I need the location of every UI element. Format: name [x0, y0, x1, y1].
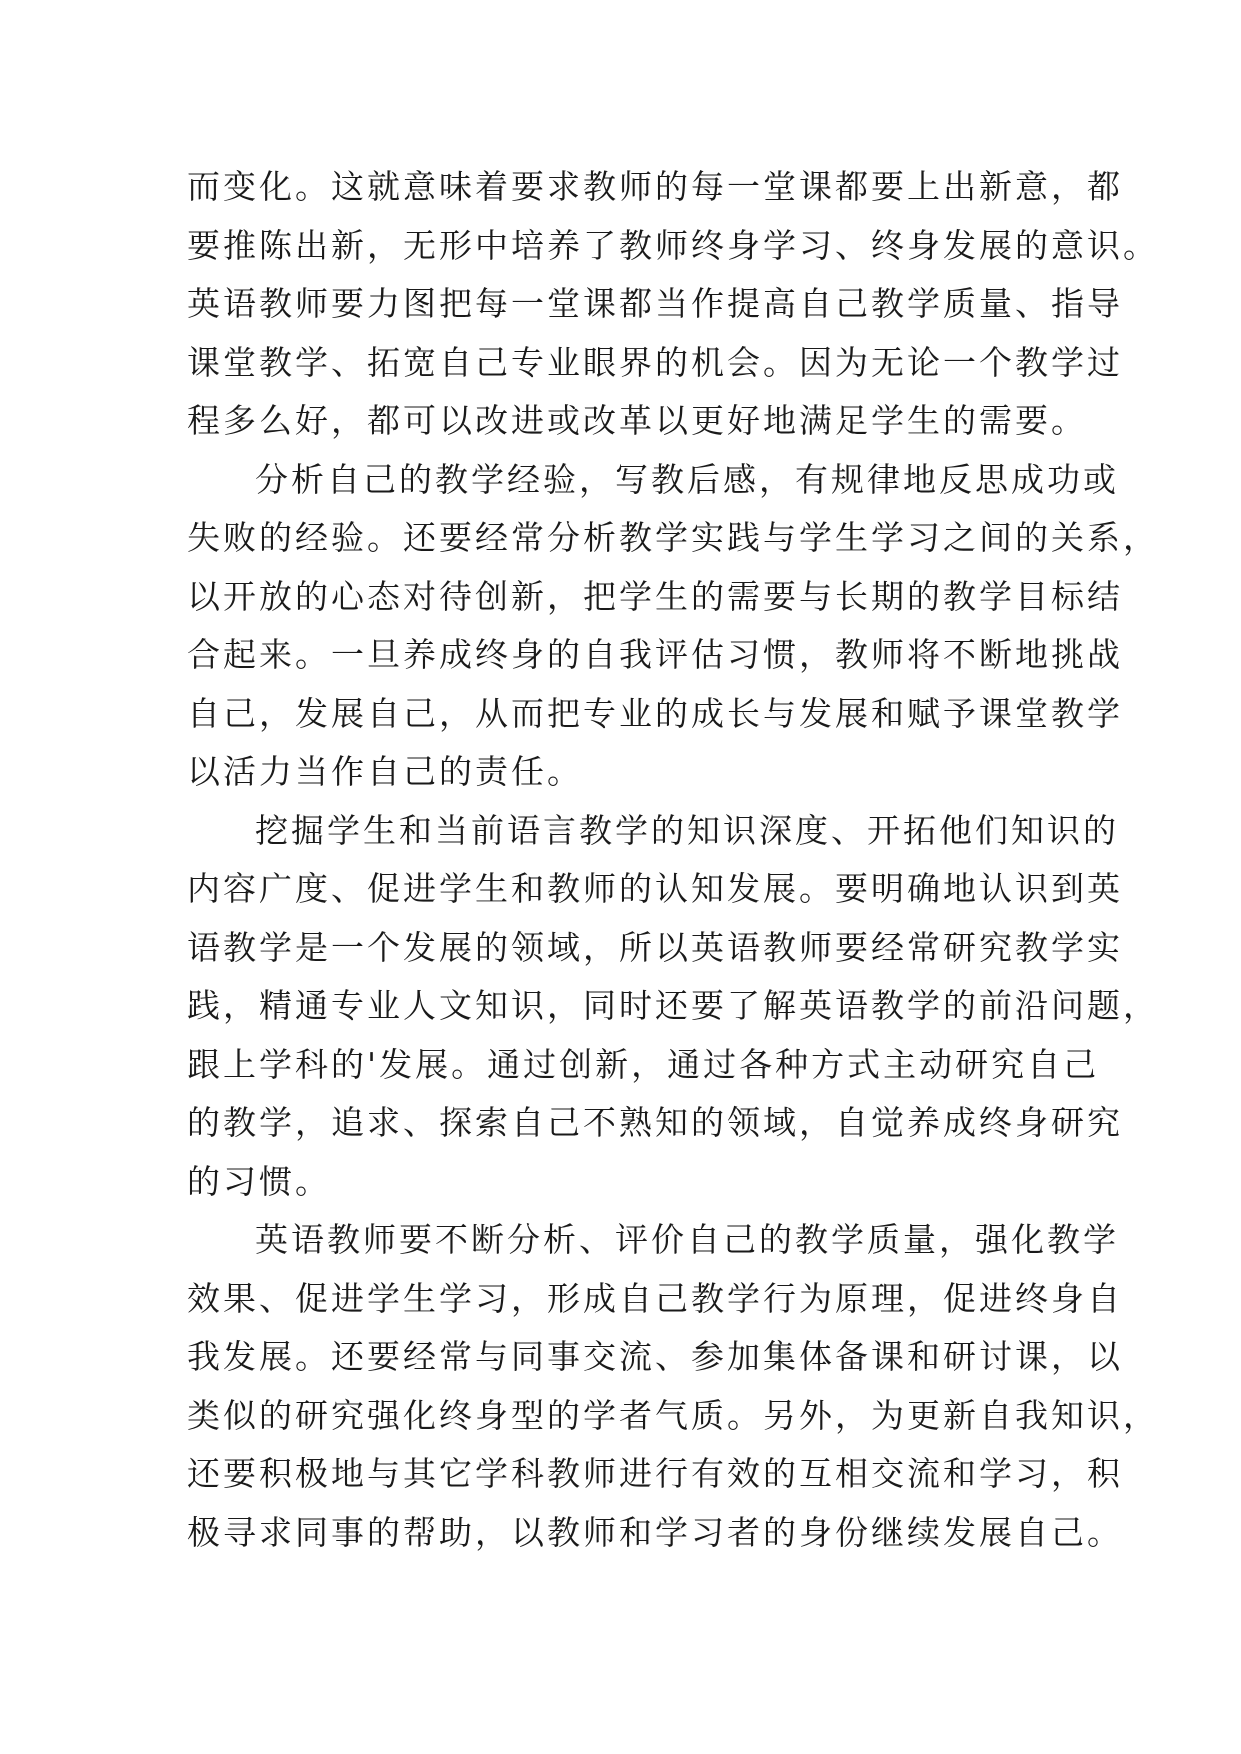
text-line: 的教学，追求、探索自己不熟知的领域，自觉养成终身研究	[187, 1103, 1123, 1142]
text-line: 英语教师要不断分析、评价自己的教学质量，强化教学	[255, 1220, 1119, 1259]
text-line: 以活力当作自己的责任。	[187, 752, 583, 791]
text-line: 语教学是一个发展的领域，所以英语教师要经常研究教学实	[187, 927, 1123, 967]
text-line: 要推陈出新，无形中培养了教师终身学习、终身发展的意识。	[187, 225, 1159, 265]
text-line: 效果、促进学生学习，形成自己教学行为原理，促进终身自	[187, 1278, 1123, 1318]
text-line: 而变化。这就意味着要求教师的每一堂课都要上出新意，都	[187, 167, 1123, 206]
paragraph-2	[187, 451, 1159, 802]
text-line: 践，精通专业人文知识，同时还要了解英语教学的前沿问题，	[187, 986, 1159, 1025]
text-line: 跟上学科的'发展。通过创新，通过各种方式主动研究自己	[187, 1044, 1100, 1084]
text-line: 以开放的心态对待创新，把学生的需要与长期的教学目标结	[187, 576, 1123, 616]
text-line: 失败的经验。还要经常分析教学实践与学生学习之间的关系，	[187, 518, 1159, 557]
text-line: 还要积极地与其它学科教师进行有效的互相交流和学习，积	[187, 1454, 1123, 1493]
paragraph-3	[187, 802, 1159, 1212]
text-line: 程多么好，都可以改进或改革以更好地满足学生的需要。	[187, 401, 1087, 440]
text-line: 合起来。一旦养成终身的自我评估习惯，教师将不断地挑战	[187, 635, 1123, 674]
text-line: 分析自己的教学经验，写教后感，有规律地反思成功或	[255, 459, 1119, 499]
paragraph-4	[187, 1211, 1159, 1562]
body-text	[187, 158, 1159, 1562]
text-line: 英语教师要力图把每一堂课都当作提高自己教学质量、指导	[187, 284, 1123, 323]
text-line: 课堂教学、拓宽自己专业眼界的机会。因为无论一个教学过	[187, 342, 1123, 382]
text-line: 内容广度、促进学生和教师的认知发展。要明确地认识到英	[187, 869, 1123, 908]
text-line: 的习惯。	[187, 1161, 331, 1201]
text-line: 自己，发展自己，从而把专业的成长与发展和赋予课堂教学	[187, 693, 1123, 733]
text-line: 挖掘学生和当前语言教学的知识深度、开拓他们知识的	[255, 810, 1119, 850]
text-line: 极寻求同事的帮助，以教师和学习者的身份继续发展自己。	[187, 1512, 1123, 1552]
text-line: 我发展。还要经常与同事交流、参加集体备课和研讨课，以	[187, 1337, 1123, 1376]
paragraph-1	[187, 158, 1159, 451]
text-line: 类似的研究强化终身型的学者气质。另外，为更新自我知识，	[187, 1395, 1159, 1435]
